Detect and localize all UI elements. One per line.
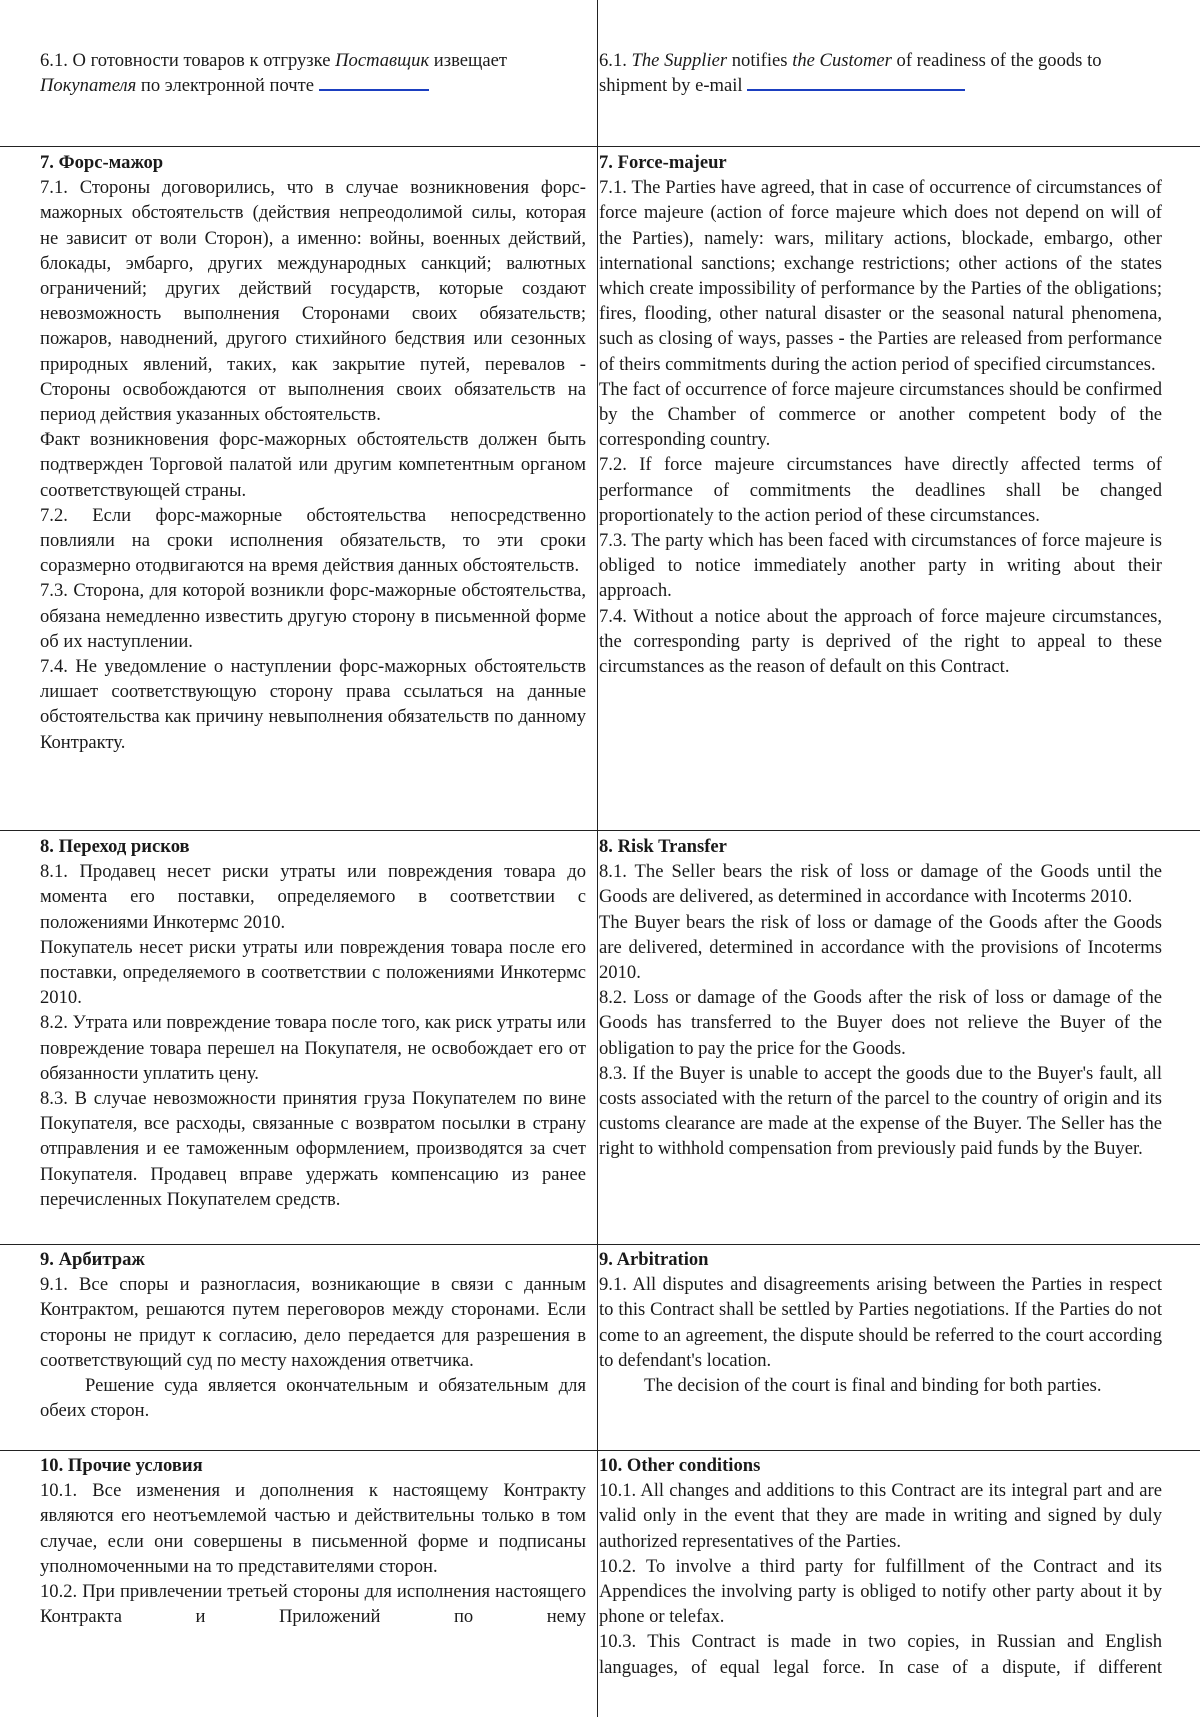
- section-9-ru: [40, 1247, 586, 1449]
- clause-paragraph: 10.1. Все изменения и дополнения к настоящему Контракту являются его неотъемлемой частью и действительны только в том случае, если они совершены в письменной форме и подписаны уполномоченными на то представителями сторон.: [40, 1480, 586, 1577]
- section-7-ru: [40, 150, 586, 828]
- row-divider: [0, 830, 1200, 831]
- clause-paragraph: Покупатель несет риски утраты или повреждения товара после его поставки, определяемого в соответствии с положениями Инкотермс 2010.: [40, 936, 586, 1009]
- clause-paragraph: 7.2. If force majeure circumstances have directly affected terms of performance of commitments the deadlines shall be changed proportionately to the action period of these circumstances.: [599, 454, 1162, 526]
- clause-text: of readiness of the goods to shipment by e-mail: [599, 50, 1102, 97]
- clause-paragraph: 8.1. Продавец несет риски утраты или повреждения товара до момента его поставки, определяемого в соответствии с положениями Инкотермс 2010.: [40, 861, 586, 933]
- clause-6-1-ru: [40, 48, 586, 98]
- clause-text: notifies: [727, 50, 793, 71]
- clause-text: извещает: [429, 50, 507, 71]
- section-6-ru: [40, 48, 586, 108]
- section-10-en: [599, 1453, 1162, 1717]
- clause-paragraph: Факт возникновения форс-мажорных обстоятельств должен быть подтвержден Торговой палатой или другим компетентным органом соответствующей страны.: [40, 429, 586, 501]
- section-heading: 10. Other conditions: [599, 1455, 761, 1476]
- clause-paragraph: 7.4. Without a notice about the approach of force majeure circumstances, the corresponding party is deprived of the right to appeal to these circumstances as the reason of default on this Contract.: [599, 605, 1162, 678]
- section-8-en: [599, 834, 1162, 1242]
- clause-paragraph: 8.3. If the Buyer is unable to accept the goods due to the Buyer's fault, all costs associated with the return of the parcel to the country of origin and its customs clearance are made at the expense of the Buyer. The Seller has the right to withhold compensation from previously paid funds by the Buyer.: [599, 1062, 1162, 1160]
- clause-paragraph: 10.2. При привлечении третьей стороны для исполнения настоящего Контракта и Приложений по нему: [40, 1581, 586, 1628]
- clause-paragraph: 9.1. Все споры и разногласия, возникающие в связи с данным Контрактом, решаются путем переговоров между сторонами. Если стороны не придут к согласию, дело передается для разрешения в соответствующий суд по месту нахождения ответчика.: [40, 1274, 586, 1371]
- customer-term: the Customer: [792, 50, 892, 71]
- clause-paragraph: 10.3. This Contract is made in two copies, in Russian and English languages, of equal legal force. In case of a dispute, if different: [599, 1631, 1162, 1678]
- clause-paragraph: 7.1. The Parties have agreed, that in case of occurrence of circumstances of force majeure (action of force majeure which does not depend on will of the Parties), namely: wars, military actions, blockade, embargo, other international sanctions; exchange restrictions; other actions of the states which create impossibility of performance by the Parties of the obligations; fires, flooding, other natural disaster or the seasonal natural phenomena, such as closing of ways, passes - the Parties are released from performance of theirs commitments during the action period of specified circumstances.: [599, 177, 1162, 375]
- section-heading: 7. Форс-мажор: [40, 152, 164, 173]
- row-divider: [0, 1450, 1200, 1451]
- clause-paragraph: The fact of occurrence of force majeure circumstances should be confirmed by the Chamber of commerce or another competent body of the corresponding country.: [599, 378, 1162, 451]
- section-7-en: [599, 150, 1162, 828]
- section-heading: 8. Risk Transfer: [599, 836, 727, 857]
- clause-paragraph: 8.1. The Seller bears the risk of loss or damage of the Goods until the Goods are delivered, as determined in accordance with Incoterms 2010.: [599, 861, 1162, 908]
- clause-text: 6.1. О готовности товаров к отгрузке: [40, 50, 336, 71]
- section-heading: 9. Arbitration: [599, 1249, 709, 1270]
- supplier-term: Поставщик: [335, 50, 430, 71]
- clause-paragraph: 8.3. В случае невозможности принятия груза Покупателем по вине Покупателя, все расходы, связанные с возвратом посылки в страну отправления и ее таможенным оформлением, производятся за счет Покупателя. Продавец вправе удержать компенсацию из ранее перечисленных Покупателем средств.: [40, 1088, 586, 1210]
- supplier-term: The Supplier: [631, 50, 728, 71]
- clause-paragraph: The decision of the court is final and binding for both parties.: [644, 1375, 1102, 1397]
- section-6-en: [599, 48, 1162, 108]
- section-10-ru: [40, 1453, 586, 1717]
- section-heading: 10. Прочие условия: [40, 1455, 203, 1476]
- clause-paragraph: 7.3. The party which has been faced with circumstances of force majeure is obliged to notice immediately another party in writing about their approach.: [599, 530, 1162, 602]
- clause-paragraph: 7.2. Если форс-мажорные обстоятельства непосредственно повлияли на сроки исполнения обязательств, то эти сроки соразмерно отодвигаются на время действия данных обстоятельств.: [40, 504, 586, 577]
- email-blank-line: [747, 88, 965, 91]
- clause-paragraph: 10.1. All changes and additions to this Contract are its integral part and are valid only in the event that they are made in writing and signed by duly authorized representatives of the Parties.: [599, 1480, 1162, 1552]
- clause-paragraph: 7.4. Не уведомление о наступлении форс-мажорных обстоятельств лишает соответствующую сторону права ссылаться на данные обстоятельства как причину невыполнения обязательств по данному Контракту.: [40, 656, 586, 753]
- section-heading: 9. Арбитраж: [40, 1249, 145, 1270]
- row-divider: [0, 146, 1200, 147]
- clause-paragraph: Решение суда является окончательным и обязательным для обеих сторон.: [40, 1375, 586, 1422]
- clause-paragraph: 8.2. Loss or damage of the Goods after the risk of loss or damage of the Goods has transferred to the Buyer does not relieve the Buyer of the obligation to pay the price for the Goods.: [599, 987, 1162, 1059]
- clause-text: по электронной почте: [136, 75, 319, 97]
- customer-term: Покупателя: [40, 75, 137, 97]
- clause-text: 6.1.: [599, 50, 632, 71]
- clause-paragraph: 9.1. All disputes and disagreements arising between the Parties in respect to this Contract shall be settled by Parties negotiations. If the Parties do not come to an agreement, the dispute should be referred to the court according to defendant's location.: [599, 1274, 1162, 1371]
- column-divider: [597, 0, 598, 1717]
- section-9-en: [599, 1247, 1162, 1449]
- clause-paragraph: 8.2. Утрата или повреждение товара после того, как риск утраты или повреждение товара перешел на Покупателя, не освобождает его от обязанности уплатить цену.: [40, 1012, 586, 1084]
- section-heading: 8. Переход рисков: [40, 836, 190, 857]
- email-blank-line: [319, 88, 429, 91]
- clause-paragraph: 10.2. To involve a third party for fulfillment of the Contract and its Appendices the involving party is obliged to notify other party about it by phone or telefax.: [599, 1555, 1162, 1628]
- row-divider: [0, 1244, 1200, 1245]
- clause-6-1-en: [599, 48, 1162, 98]
- section-heading: 7. Force-majeur: [599, 152, 727, 173]
- clause-paragraph: The Buyer bears the risk of loss or damage of the Goods after the Goods are delivered, determined in accordance with the provisions of Incoterms 2010.: [599, 911, 1162, 984]
- clause-paragraph: 7.1. Стороны договорились, что в случае возникновения форс-мажорных обстоятельств (действия непреодолимой силы, которая не зависит от воли Сторон), а именно: войны, военных действий, блокады, эмбарго, других международных санкций; валютных ограничений; других действий государств, которые создают невозможность выполнения Сторонами своих обязательств; пожаров, наводнений, другого стихийного бедствия или сезонных природных явлений, таких, как закрытие путей, перевалов - Стороны освобождаются от выполнения своих обязательств на период действия указанных обстоятельств.: [40, 177, 586, 426]
- clause-paragraph: 7.3. Сторона, для которой возникли форс-мажорные обстоятельства, обязана немедленно известить другую сторону в письменной форме об их наступлении.: [40, 580, 586, 652]
- section-8-ru: [40, 834, 586, 1242]
